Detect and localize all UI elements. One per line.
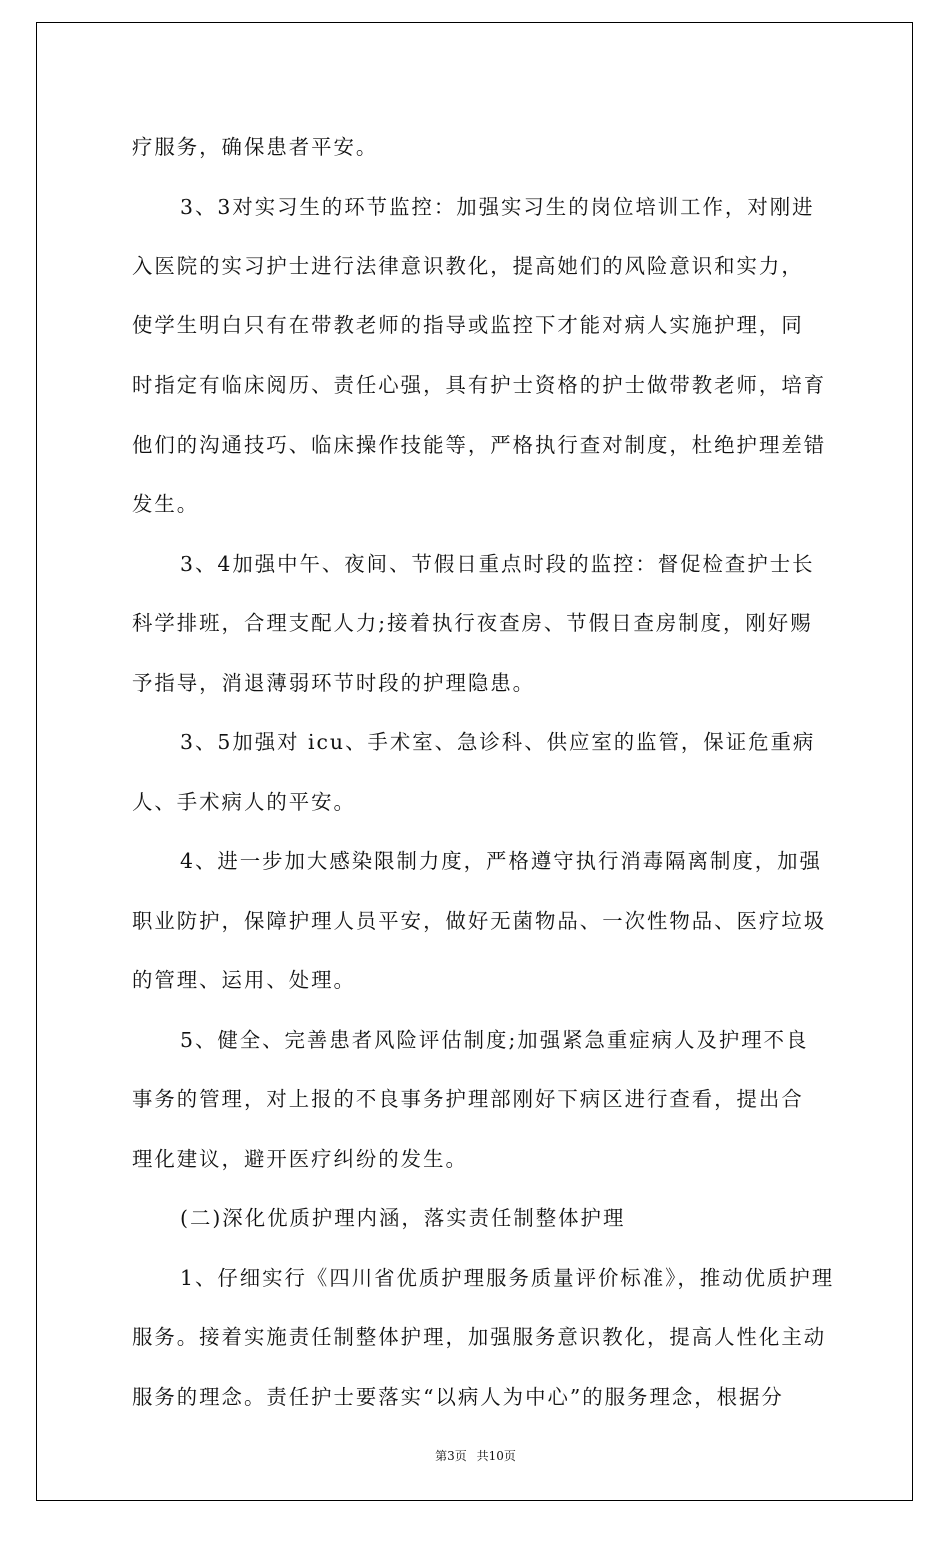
text-line: 的管理、运用、处理。 — [132, 968, 356, 992]
text-line: 时指定有临床阅历、责任心强，具有护士资格的护士做带教老师，培育 — [132, 373, 827, 397]
section-heading: (二)深化优质护理内涵，落实责任制整体护理 — [180, 1206, 626, 1230]
text-line: 人、手术病人的平安。 — [132, 790, 356, 814]
text-line: 疗服务，确保患者平安。 — [132, 135, 379, 159]
text-line: 5、健全、完善患者风险评估制度;加强紧急重症病人及护理不良 — [180, 1028, 809, 1052]
text-line: 服务的理念。责任护士要落实“以病人为中心”的服务理念，根据分 — [132, 1385, 784, 1409]
text-line: 1、仔细实行《四川省优质护理服务质量评价标准》，推动优质护理 — [180, 1266, 835, 1290]
page-footer — [37, 1447, 914, 1464]
text-line: 服务。接着实施责任制整体护理，加强服务意识教化，提高人性化主动 — [132, 1325, 827, 1349]
text-line: 事务的管理，对上报的不良事务护理部刚好下病区进行查看，提出合 — [132, 1087, 804, 1111]
text-line: 3、4加强中午、夜间、节假日重点时段的监控：督促检查护士长 — [180, 552, 815, 576]
text-line: 发生。 — [132, 492, 200, 516]
text-line: 予指导，消退薄弱环节时段的护理隐患。 — [132, 671, 536, 695]
text-line: 4、进一步加大感染限制力度，严格遵守执行消毒隔离制度，加强 — [180, 849, 822, 873]
text-line: 理化建议，避开医疗纠纷的发生。 — [132, 1147, 468, 1171]
page-total: 共10页 — [476, 1449, 516, 1463]
text-line: 他们的沟通技巧、临床操作技能等，严格执行查对制度，杜绝护理差错 — [132, 433, 827, 457]
text-line: 3、5加强对 icu、手术室、急诊科、供应室的监管，保证危重病 — [180, 730, 816, 754]
page-frame — [36, 22, 913, 1501]
text-line: 职业防护，保障护理人员平安，做好无菌物品、一次性物品、医疗垃圾 — [132, 909, 827, 933]
text-line: 3、3对实习生的环节监控：加强实习生的岗位培训工作，对刚进 — [180, 195, 815, 219]
text-line: 入医院的实习护士进行法律意识教化，提高她们的风险意识和实力， — [132, 254, 804, 278]
page-number: 第3页 — [435, 1449, 467, 1463]
text-line: 使学生明白只有在带教老师的指导或监控下才能对病人实施护理，同 — [132, 313, 804, 337]
text-line: 科学排班，合理支配人力;接着执行夜查房、节假日查房制度，刚好赐 — [132, 611, 813, 635]
